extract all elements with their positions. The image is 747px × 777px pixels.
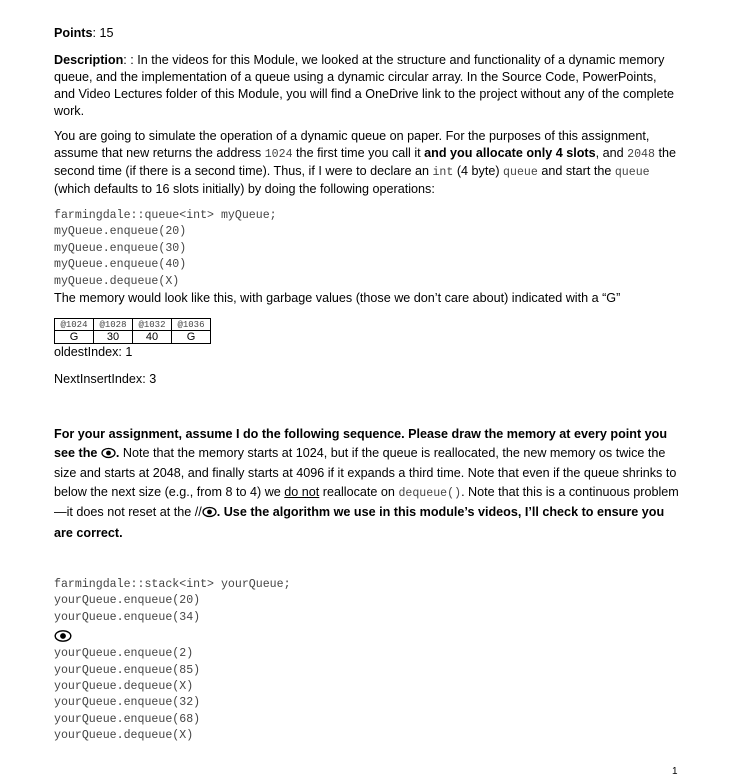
assignment-text: Note that the memory starts at 1024, but if the queue is reallocated, the new memory os twice the size and starts at 2048, and finally starts at 4096 if it expands a third time. Note that even if the queue shrinks to below the next size (e.g., from 8 to 4) we xyxy=(54,445,677,499)
intro-text: (which defaults to 16 slots initially) by doing the following operations: xyxy=(54,182,435,196)
eye-icon xyxy=(202,505,217,524)
memory-caption: The memory would look like this, with garbage values (those we don’t care about) indicated with a “G” xyxy=(54,291,621,305)
code-line: yourQueue.enqueue(32) xyxy=(54,696,201,710)
memory-address: @1028 xyxy=(94,319,133,331)
assignment-underline: do not xyxy=(284,484,320,499)
intro-paragraph xyxy=(54,128,679,198)
code-line: yourQueue.dequeue(X) xyxy=(54,680,194,694)
queue-keyword: queue xyxy=(614,166,650,179)
code-line: yourQueue.enqueue(20) xyxy=(54,594,201,608)
example-code-block xyxy=(54,208,277,290)
page-number: 1 xyxy=(672,766,678,777)
address-2048: 2048 xyxy=(627,148,655,161)
memory-value: 40 xyxy=(133,331,172,344)
queue-keyword: queue xyxy=(503,166,538,179)
memory-diagram xyxy=(54,318,211,344)
intro-text: (4 byte) xyxy=(453,164,504,178)
int-keyword: int xyxy=(432,166,454,179)
assignment-bold: . Use the algorithm we use in this module’s videos, I’ll check to ensure you are correct. xyxy=(54,505,665,540)
code-line: yourQueue.enqueue(68) xyxy=(54,712,201,726)
dequeue-code: dequeue() xyxy=(398,486,462,500)
description-paragraph xyxy=(54,52,679,120)
memory-address: @1024 xyxy=(55,319,94,331)
memory-value: G xyxy=(55,331,94,344)
eye-icon xyxy=(101,446,116,465)
code-line: myQueue.enqueue(20) xyxy=(54,225,187,239)
memory-value: G xyxy=(172,331,211,344)
assignment-bold: For your assignment, assume I do the following sequence. Please draw the memory at every point you see the xyxy=(54,427,668,460)
code-line: yourQueue.enqueue(34) xyxy=(54,610,201,624)
code-line: myQueue.dequeue(X) xyxy=(54,274,180,288)
code-line: yourQueue.dequeue(X) xyxy=(54,729,194,743)
intro-text: You are going to simulate the operation of a dynamic queue on paper. For the purposes of this assignment, assume that new returns the address xyxy=(54,129,650,160)
assignment-code-block xyxy=(54,577,291,745)
intro-bold: and you allocate only 4 slots xyxy=(424,146,596,160)
assignment-bold: . xyxy=(115,445,120,460)
address-1024: 1024 xyxy=(264,148,293,161)
memory-value: 30 xyxy=(94,331,133,344)
oldest-index: oldestIndex: 1 xyxy=(54,345,133,359)
points-value: : 15 xyxy=(92,26,114,40)
description-label: Description xyxy=(54,53,124,67)
assignment-text: reallocate on xyxy=(319,484,399,499)
intro-text: , and xyxy=(595,146,628,160)
intro-text: the first time you call it xyxy=(292,146,425,160)
intro-text: the second time (if there is a second time). Thus, if I were to declare an xyxy=(54,146,676,178)
assignment-text: . Note that this is a continuous problem—it does not reset at the // xyxy=(54,484,679,520)
memory-address: @1036 xyxy=(172,319,211,331)
points-line xyxy=(54,25,114,42)
memory-address: @1032 xyxy=(133,319,172,331)
points-label: Points xyxy=(54,26,93,40)
description-text: : : In the videos for this Module, we looked at the structure and functionality of a dynamic memory queue, and the implementation of a queue using a dynamic circular array. In the Source Code, PowerPoints, and Video Lectures folder of this Module, you will find a OneDrive link to the project without any of the complete work. xyxy=(54,53,675,118)
code-line: myQueue.enqueue(40) xyxy=(54,258,187,272)
code-line: yourQueue.enqueue(85) xyxy=(54,663,201,677)
checkpoint-marker xyxy=(54,626,291,646)
assignment-paragraph xyxy=(54,425,679,543)
next-insert-index: NextInsertIndex: 3 xyxy=(54,372,157,386)
code-line: myQueue.enqueue(30) xyxy=(54,241,187,255)
code-line: farmingdale::queue<int> myQueue; xyxy=(54,209,277,222)
code-line: farmingdale::stack<int> yourQueue; xyxy=(54,578,291,591)
code-line: yourQueue.enqueue(2) xyxy=(54,647,194,661)
intro-text: and start the xyxy=(537,164,615,178)
